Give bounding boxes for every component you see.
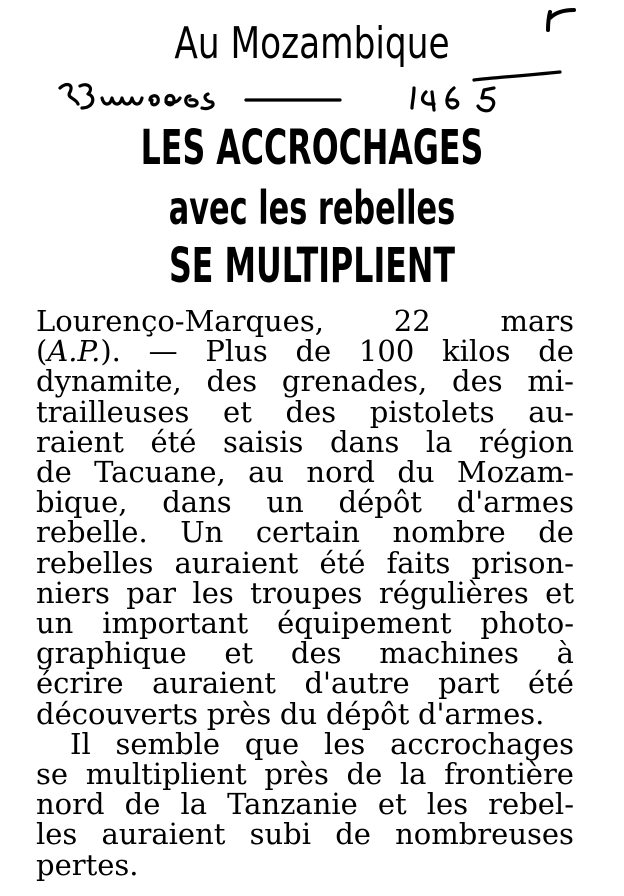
text-line: dynamite, des grenades, des mi- <box>36 364 574 399</box>
text-line: niers par les troupes régulières et <box>36 575 574 610</box>
text-line: découverts près du dépôt d'armes. <box>36 696 545 731</box>
article-body <box>36 306 574 880</box>
text-line: se multiplient près de la frontière <box>36 757 574 792</box>
text-line: nord de la Tanzanie et les rebel- <box>36 787 574 822</box>
text-line: rebelle. Un certain nombre de <box>36 515 574 550</box>
text-line: écrire auraient d'autre part été <box>36 666 574 701</box>
text-line: Lourenço-Marques, 22 mars <box>36 304 574 338</box>
headline-line-1: LES ACCROCHAGES <box>140 120 484 176</box>
text-line: raient été saisis dans la région <box>36 424 574 459</box>
text-line: Il semble que les accrochages <box>70 726 574 761</box>
text-line: les auraient subi de nombreuses <box>36 817 574 852</box>
text-line: un important équipement photo- <box>36 606 574 641</box>
paragraph-1 <box>36 306 574 729</box>
text-line: (A.P.). — Plus de 100 kilos de <box>36 334 574 369</box>
text-line: bique, dans un dépôt d'armes <box>36 485 574 520</box>
text-line: pertes. <box>36 847 139 882</box>
text-line: rebelles auraient été faits prison- <box>36 545 574 580</box>
text-line: trailleuses et des pistolets au- <box>36 394 574 429</box>
kicker-title: Au Mozambique <box>174 18 450 69</box>
text-line: graphique et des machines à <box>36 636 574 671</box>
paragraph-2 <box>36 726 574 882</box>
headline-line-2: avec les rebelles <box>168 181 456 235</box>
headline-line-3: SE MULTIPLIENT <box>168 238 456 294</box>
handwritten-date-annotation <box>50 66 570 126</box>
text-line: de Tacuane, au nord du Mozam- <box>36 455 574 490</box>
